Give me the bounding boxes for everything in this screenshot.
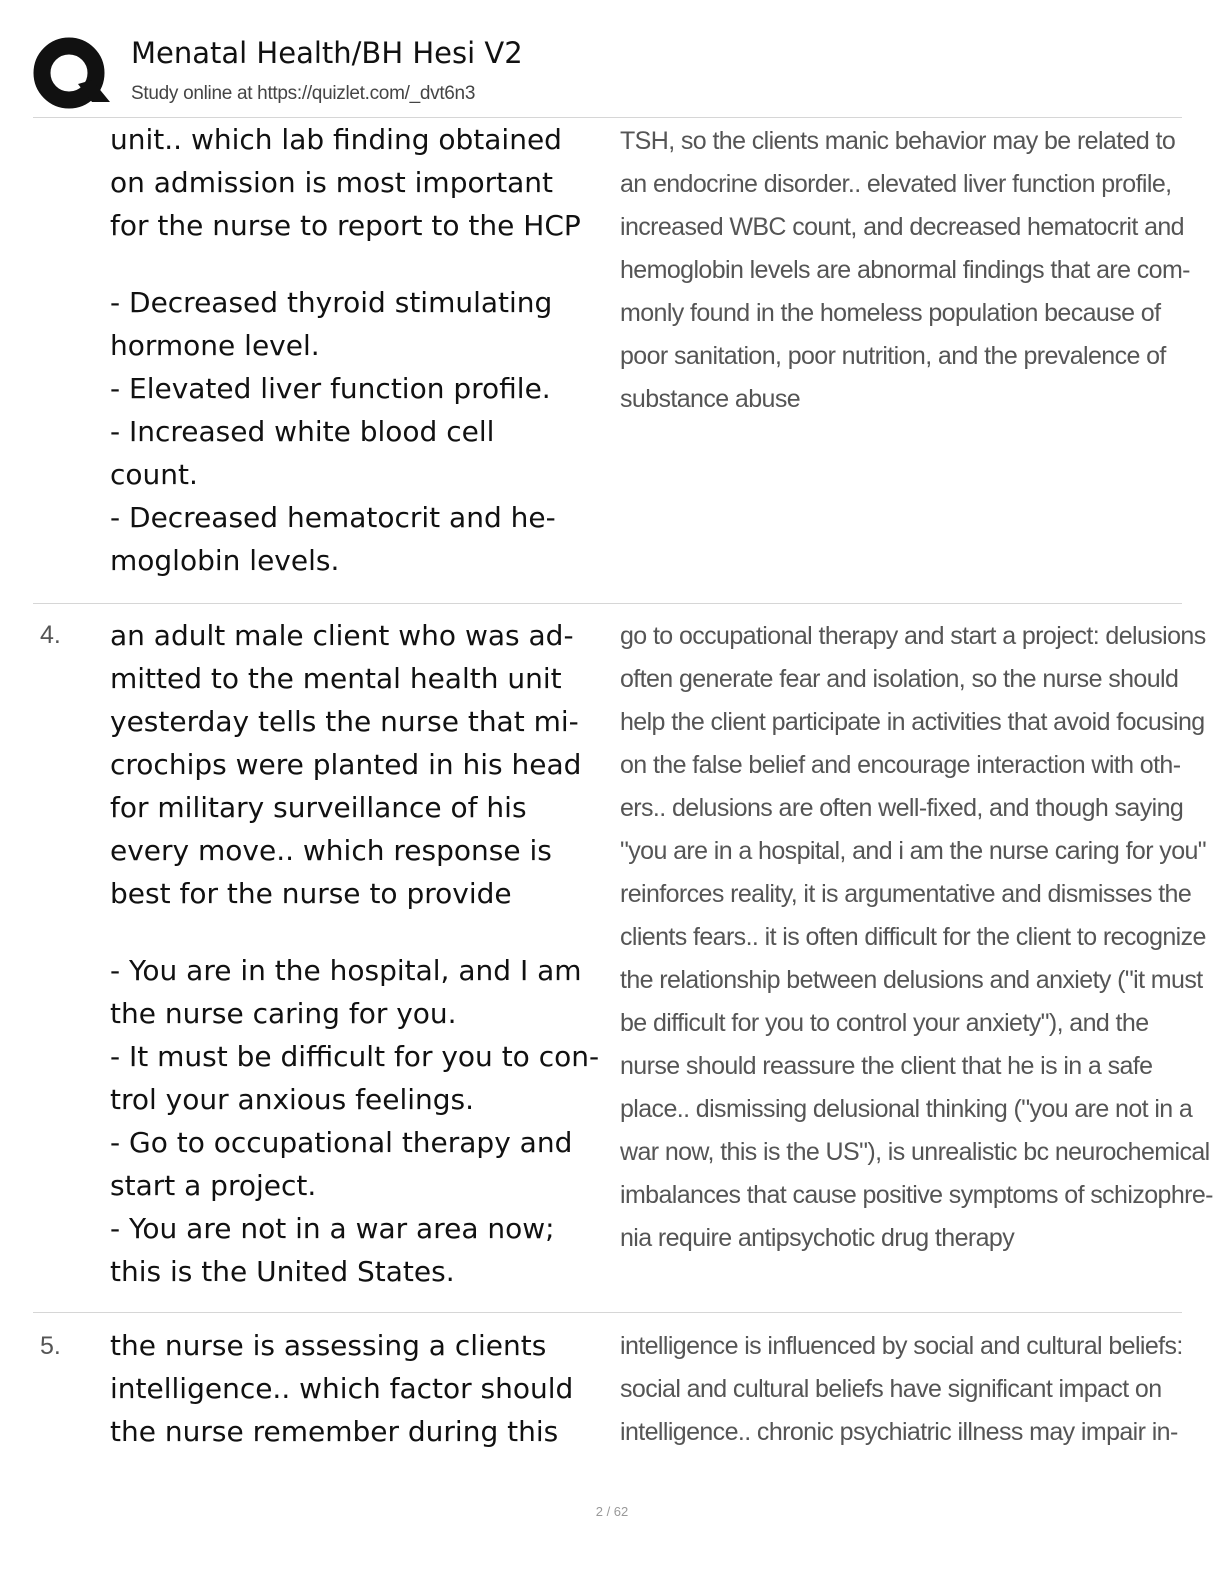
option-line: - Elevated liver function profile. (110, 372, 551, 405)
question-text: an adult male client who was ad- mitted to the mental health unit yesterday tells the nurse that mi- crochips were planted in his head for military surveillance of his every move.. which response is best for the nurse to provide - You are in the hospital, and I am the nurse caring for you. - It must be difficult for you to con- trol your anxious feelings. - Go to occupational therapy and start a project. - You are not in a war area now; this is the United States. (110, 614, 610, 1293)
option-line: the nurse caring for you. (110, 997, 457, 1030)
option-line: count. (110, 458, 198, 491)
option-line: moglobin levels. (110, 544, 340, 577)
option-line: hormone level. (110, 329, 320, 362)
option-line: - Decreased thyroid stimulating (110, 286, 553, 319)
quizlet-logo-icon (32, 36, 112, 112)
option-line: - Decreased hematocrit and he- (110, 501, 556, 534)
option-line: - You are not in a war area now; (110, 1212, 555, 1245)
option-line: - Go to occupational therapy and (110, 1126, 573, 1159)
option-line: this is the United States. (110, 1255, 455, 1288)
option-line: - It must be difficult for you to con- (110, 1040, 600, 1073)
question-text: unit.. which lab finding obtained on admission is most important for the nurse to report to the HCP - Decreased thyroid stimulating hormone level. - Elevated liver function profile. - Increased white blood cell count. - Decreased hematocrit and he- moglobin levels. (110, 118, 610, 582)
study-online-link[interactable]: Study online at https://quizlet.com/_dvt6n3 (131, 83, 476, 104)
set-title: Menatal Health/BH Hesi V2 (131, 36, 523, 70)
option-line: - Increased white blood cell (110, 415, 495, 448)
card-divider (33, 603, 1182, 604)
page-number: 2 / 62 (595, 1504, 629, 1519)
option-line: - You are in the hospital, and I am (110, 954, 582, 987)
option-line: start a project. (110, 1169, 317, 1202)
card-divider (33, 1312, 1182, 1313)
card-number: 5. (40, 1332, 61, 1360)
answer-text: intelligence is influenced by social and cultural beliefs: social and cultural beliefs have significant impact on intelligence.. chronic psychiatric illness may impair in- (620, 1332, 1183, 1446)
answer-text: TSH, so the clients manic behavior may be related to an endocrine disorder.. elevated liver function profile, increased WBC count, and decreased hematocrit and hemoglobin levels are abnormal findings that are com- monly found in the homeless population because of poor sanitation, poor nutrition, and the prevalence of substance abuse (620, 127, 1190, 413)
option-line: trol your anxious feelings. (110, 1083, 475, 1116)
question-text: the nurse is assessing a clients intelligence.. which factor should the nurse remember during this (110, 1329, 574, 1448)
answer-text: go to occupational therapy and start a project: delusions often generate fear and isolation, so the nurse should help the client participate in activities that avoid focusing on the false belief and encourage interaction with oth- ers.. delusions are often well-fixed, and though saying "you are in a hospital, and i am the nurse caring for you" reinforces reality, it is argumentative and dismisses the clients fears.. it is often difficult for the client to recognize the relationship between delusions and anxiety ("it must be difficult for you to control your anxiety"), and the nurse should reassure the client that he is in a safe place.. dismissing delusional thinking ("you are not in a war now, this is the US"), is unrealistic bc neurochemical imbalances that cause positive symptoms of schizophre- nia require antipsychotic drug therapy (620, 622, 1213, 1252)
card-number: 4. (40, 621, 61, 649)
